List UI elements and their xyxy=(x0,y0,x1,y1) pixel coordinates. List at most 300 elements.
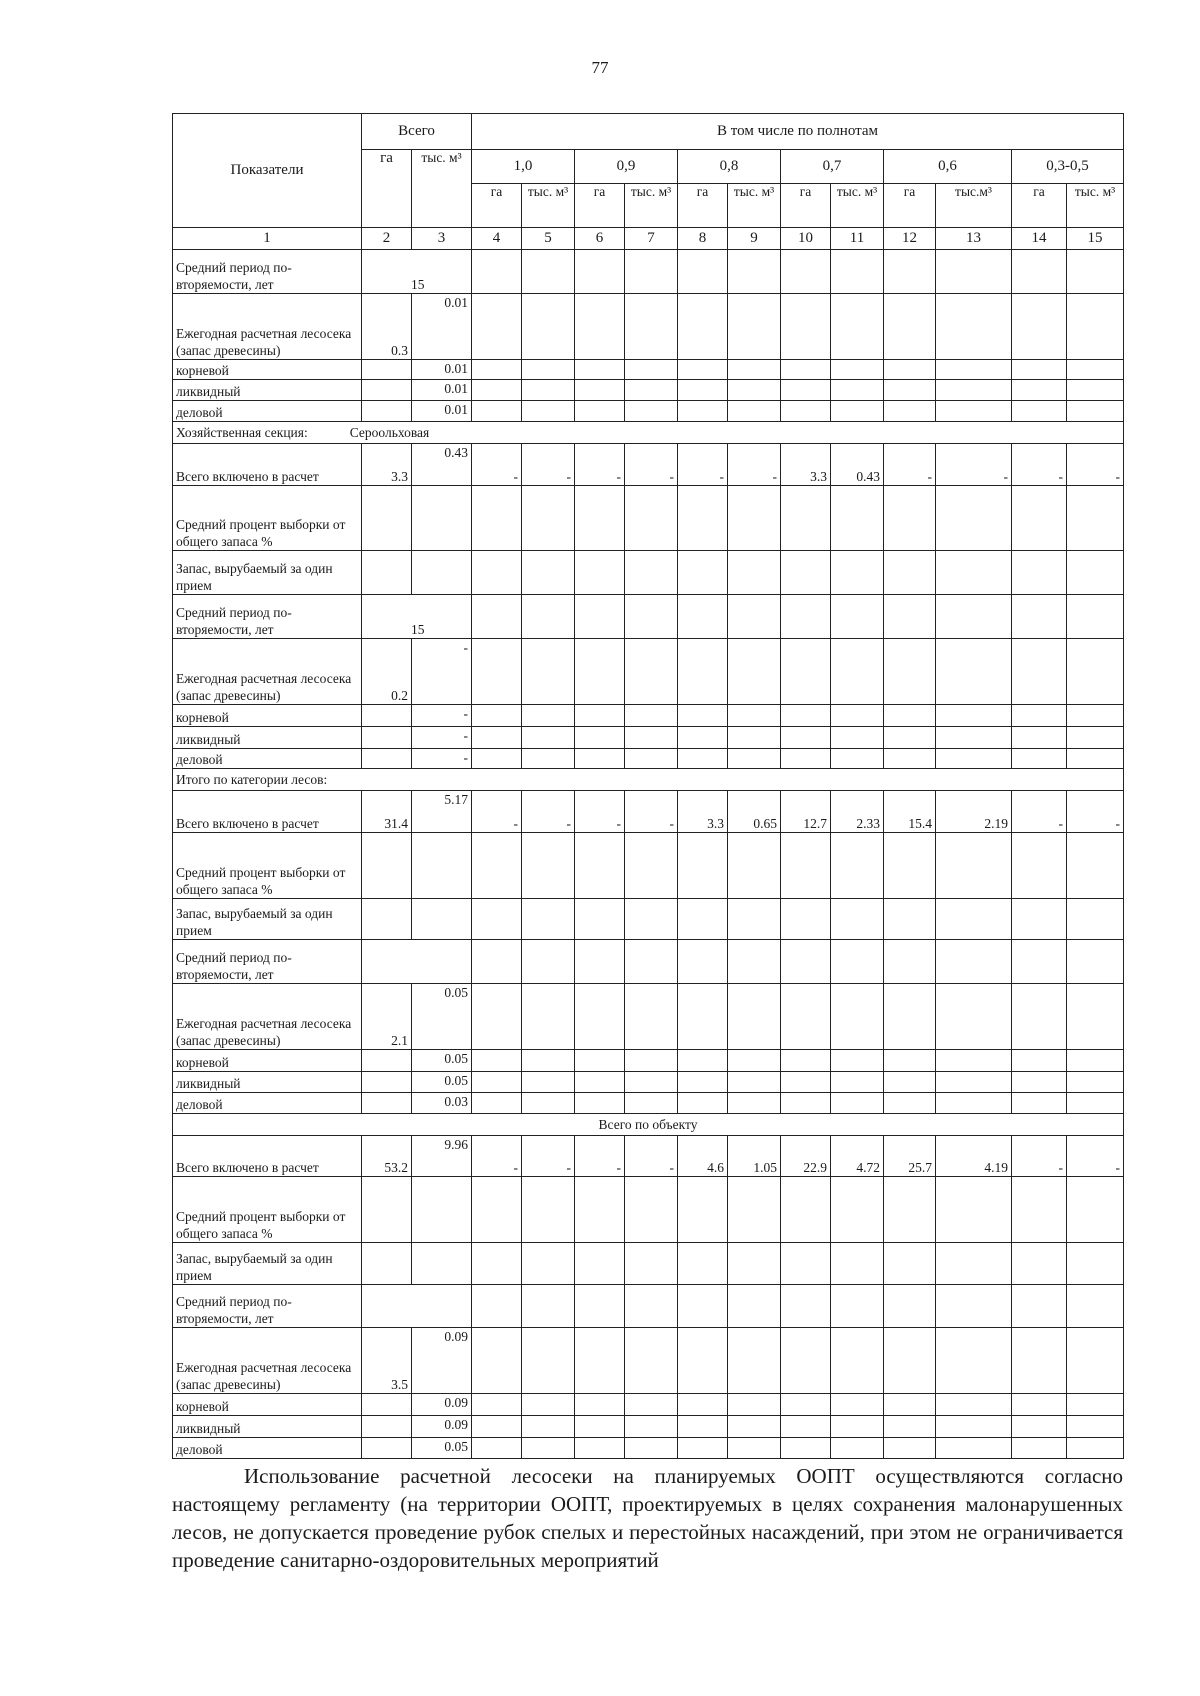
total-ha: 0.3 xyxy=(362,293,412,359)
column-number: 11 xyxy=(831,228,884,250)
empty-cell xyxy=(1012,639,1067,705)
column-number: 7 xyxy=(625,228,678,250)
table-row xyxy=(173,940,1124,984)
empty-cell xyxy=(575,1050,625,1072)
total-ha xyxy=(362,551,412,595)
empty-cell xyxy=(728,1071,781,1092)
empty-cell xyxy=(884,595,936,639)
empty-cell xyxy=(936,401,1012,422)
empty-cell xyxy=(831,1177,884,1243)
empty-cell xyxy=(522,1394,575,1416)
header-density-1: 1,0 xyxy=(472,150,575,184)
total-volume: 0.09 xyxy=(412,1394,472,1416)
empty-cell xyxy=(678,704,728,726)
table-row xyxy=(173,639,1124,705)
empty-cell xyxy=(575,639,625,705)
empty-cell xyxy=(575,551,625,595)
empty-cell xyxy=(575,1328,625,1394)
table-row xyxy=(173,443,1124,485)
row-label: Ежегодная расчетная лесосека (запас древесины) xyxy=(173,293,362,359)
empty-cell xyxy=(522,359,575,380)
header-ha: га xyxy=(575,184,625,228)
density-value: - xyxy=(575,791,625,833)
empty-cell xyxy=(472,485,522,551)
empty-cell xyxy=(522,380,575,401)
empty-cell xyxy=(884,1177,936,1243)
empty-cell xyxy=(1012,704,1067,726)
density-value: - xyxy=(472,791,522,833)
period-value xyxy=(365,967,411,982)
column-number: 3 xyxy=(412,228,472,250)
empty-cell xyxy=(1012,401,1067,422)
empty-cell xyxy=(781,1438,831,1459)
table-row xyxy=(173,380,1124,401)
empty-cell xyxy=(1067,1092,1124,1113)
empty-cell xyxy=(522,250,575,294)
total-volume: 5.17 xyxy=(412,791,472,833)
total-ha xyxy=(362,704,412,726)
empty-cell xyxy=(781,898,831,940)
empty-cell xyxy=(472,639,522,705)
empty-cell xyxy=(728,359,781,380)
empty-cell xyxy=(936,1394,1012,1416)
empty-cell xyxy=(781,1092,831,1113)
header-volume: тыс. м³ xyxy=(728,184,781,228)
empty-cell xyxy=(936,1071,1012,1092)
empty-cell xyxy=(1012,833,1067,899)
empty-cell xyxy=(1067,1050,1124,1072)
empty-cell xyxy=(678,1071,728,1092)
density-value: - xyxy=(678,443,728,485)
row-label: Ежегодная расчетная лесосека (запас древесины) xyxy=(173,984,362,1050)
empty-cell xyxy=(728,250,781,294)
total-volume xyxy=(412,1177,472,1243)
total-ha xyxy=(362,380,412,401)
total-volume: 0.01 xyxy=(412,401,472,422)
empty-cell xyxy=(625,1242,678,1284)
row-label: ликвидный xyxy=(173,1416,362,1438)
empty-cell xyxy=(678,595,728,639)
table-row xyxy=(173,984,1124,1050)
empty-cell xyxy=(884,1050,936,1072)
empty-cell xyxy=(1012,293,1067,359)
body-paragraph: Использование расчетной лесосеки на планируемых ООПТ осуществляются согласно настоящему регламенту (на территории ООПТ, проектируемых в целях сохранения малонарушенных лесов, не допускается проведение рубок спелых и перестойных насаждений, при этом не ограничивается проведение санитарно-оздоровительных мероприятий xyxy=(172,1464,1123,1572)
column-number: 1 xyxy=(173,228,362,250)
table-row xyxy=(173,293,1124,359)
column-number: 6 xyxy=(575,228,625,250)
empty-cell xyxy=(575,1394,625,1416)
row-label: корневой xyxy=(173,704,362,726)
section-row xyxy=(173,422,1124,444)
empty-cell xyxy=(625,984,678,1050)
empty-cell xyxy=(1012,1394,1067,1416)
empty-cell xyxy=(472,1177,522,1243)
empty-cell xyxy=(625,898,678,940)
empty-cell xyxy=(884,639,936,705)
empty-cell xyxy=(522,1438,575,1459)
empty-cell xyxy=(625,1328,678,1394)
section-label: Хозяйственная секция: xyxy=(176,425,308,440)
total-volume xyxy=(412,898,472,940)
column-number: 10 xyxy=(781,228,831,250)
empty-cell xyxy=(728,704,781,726)
total-volume: 0.01 xyxy=(412,293,472,359)
table-row xyxy=(173,833,1124,899)
empty-cell xyxy=(1067,833,1124,899)
empty-cell xyxy=(831,1416,884,1438)
empty-cell xyxy=(472,1438,522,1459)
total-volume: 0.05 xyxy=(412,984,472,1050)
empty-cell xyxy=(1067,984,1124,1050)
empty-cell xyxy=(1067,1438,1124,1459)
empty-cell xyxy=(936,1050,1012,1072)
total-volume: - xyxy=(412,726,472,748)
empty-cell xyxy=(728,1177,781,1243)
empty-cell xyxy=(575,940,625,984)
total-ha: 3.3 xyxy=(362,443,412,485)
row-label: ликвидный xyxy=(173,380,362,401)
empty-cell xyxy=(678,1242,728,1284)
empty-cell xyxy=(884,1394,936,1416)
table-row xyxy=(173,1328,1124,1394)
total-ha xyxy=(362,1394,412,1416)
empty-cell xyxy=(1012,1242,1067,1284)
empty-cell xyxy=(884,380,936,401)
header-volume: тыс. м³ xyxy=(625,184,678,228)
empty-cell xyxy=(625,940,678,984)
empty-cell xyxy=(831,380,884,401)
empty-cell xyxy=(522,1071,575,1092)
table-row xyxy=(173,704,1124,726)
empty-cell xyxy=(522,984,575,1050)
empty-cell xyxy=(522,1092,575,1113)
empty-cell xyxy=(884,1071,936,1092)
empty-cell xyxy=(936,1438,1012,1459)
total-ha xyxy=(362,1438,412,1459)
density-value: - xyxy=(625,443,678,485)
empty-cell xyxy=(884,1092,936,1113)
empty-cell xyxy=(678,898,728,940)
density-value: - xyxy=(728,443,781,485)
empty-cell xyxy=(522,898,575,940)
empty-cell xyxy=(884,704,936,726)
density-value: - xyxy=(1067,443,1124,485)
empty-cell xyxy=(1012,359,1067,380)
empty-cell xyxy=(831,1092,884,1113)
total-volume: - xyxy=(412,704,472,726)
empty-cell xyxy=(1012,250,1067,294)
table-row xyxy=(173,748,1124,769)
header-volume: тыс. м³ xyxy=(1067,184,1124,228)
density-value: 2.33 xyxy=(831,791,884,833)
header-by-density: В том числе по полнотам xyxy=(472,114,1124,150)
empty-cell xyxy=(936,250,1012,294)
empty-cell xyxy=(884,898,936,940)
empty-cell xyxy=(728,898,781,940)
density-value: - xyxy=(575,1135,625,1177)
row-label: деловой xyxy=(173,748,362,769)
empty-cell xyxy=(936,485,1012,551)
empty-cell xyxy=(472,1050,522,1072)
total-volume xyxy=(412,485,472,551)
empty-cell xyxy=(831,551,884,595)
empty-cell xyxy=(831,401,884,422)
empty-cell xyxy=(728,595,781,639)
empty-cell xyxy=(884,748,936,769)
empty-cell xyxy=(1067,1328,1124,1394)
empty-cell xyxy=(831,748,884,769)
header-total-ha: га xyxy=(362,150,412,228)
empty-cell xyxy=(678,940,728,984)
total-ha xyxy=(362,1092,412,1113)
total-volume: 0.05 xyxy=(412,1071,472,1092)
empty-cell xyxy=(831,293,884,359)
total-volume: 0.01 xyxy=(412,380,472,401)
density-value: - xyxy=(625,791,678,833)
empty-cell xyxy=(678,639,728,705)
header-ha: га xyxy=(678,184,728,228)
empty-cell xyxy=(625,485,678,551)
empty-cell xyxy=(522,401,575,422)
density-value: 2.19 xyxy=(936,791,1012,833)
table-row xyxy=(173,1092,1124,1113)
empty-cell xyxy=(884,551,936,595)
total-ha xyxy=(362,748,412,769)
empty-cell xyxy=(884,485,936,551)
empty-cell xyxy=(575,1071,625,1092)
empty-cell xyxy=(831,833,884,899)
total-ha: 31.4 xyxy=(362,791,412,833)
empty-cell xyxy=(831,726,884,748)
empty-cell xyxy=(1067,940,1124,984)
empty-cell xyxy=(625,1177,678,1243)
empty-cell xyxy=(831,1438,884,1459)
empty-cell xyxy=(522,1416,575,1438)
row-label: корневой xyxy=(173,1050,362,1072)
density-value: - xyxy=(472,443,522,485)
empty-cell xyxy=(936,898,1012,940)
empty-cell xyxy=(678,833,728,899)
empty-cell xyxy=(728,639,781,705)
table-row xyxy=(173,359,1124,380)
empty-cell xyxy=(831,595,884,639)
row-label: ликвидный xyxy=(173,1071,362,1092)
empty-cell xyxy=(625,380,678,401)
empty-cell xyxy=(625,1416,678,1438)
empty-cell xyxy=(831,359,884,380)
empty-cell xyxy=(678,984,728,1050)
empty-cell xyxy=(625,1394,678,1416)
empty-cell xyxy=(831,639,884,705)
empty-cell xyxy=(781,1071,831,1092)
empty-cell xyxy=(831,1284,884,1328)
empty-cell xyxy=(522,1177,575,1243)
header-volume: тыс. м³ xyxy=(831,184,884,228)
total-volume: 9.96 xyxy=(412,1135,472,1177)
empty-cell xyxy=(625,359,678,380)
empty-cell xyxy=(625,1071,678,1092)
row-label: Средний процент выборки от общего запаса % xyxy=(173,1177,362,1243)
empty-cell xyxy=(522,639,575,705)
forest-harvest-table xyxy=(172,113,1124,1459)
total-volume: 0.01 xyxy=(412,359,472,380)
empty-cell xyxy=(1012,1416,1067,1438)
empty-cell xyxy=(1012,726,1067,748)
empty-cell xyxy=(575,485,625,551)
density-value: - xyxy=(625,1135,678,1177)
table-row xyxy=(173,1113,1124,1135)
empty-cell xyxy=(884,1416,936,1438)
table-row xyxy=(173,898,1124,940)
empty-cell xyxy=(625,551,678,595)
empty-cell xyxy=(472,726,522,748)
density-value: - xyxy=(522,443,575,485)
page-number: 77 xyxy=(591,58,609,77)
empty-cell xyxy=(936,380,1012,401)
total-ha: 53.2 xyxy=(362,1135,412,1177)
density-value: - xyxy=(1012,443,1067,485)
empty-cell xyxy=(728,1284,781,1328)
empty-cell xyxy=(625,293,678,359)
density-value: 4.19 xyxy=(936,1135,1012,1177)
row-label: Средний период по-вторяемости, лет xyxy=(173,940,362,984)
empty-cell xyxy=(678,1416,728,1438)
empty-cell xyxy=(781,639,831,705)
total-volume: 0.43 xyxy=(412,443,472,485)
density-value: 3.3 xyxy=(678,791,728,833)
empty-cell xyxy=(472,984,522,1050)
empty-cell xyxy=(1067,1416,1124,1438)
empty-cell xyxy=(1012,1092,1067,1113)
empty-cell xyxy=(1012,1438,1067,1459)
table-row xyxy=(173,1416,1124,1438)
total-ha xyxy=(362,1416,412,1438)
empty-cell xyxy=(1012,1071,1067,1092)
header-density-3: 0,8 xyxy=(678,150,781,184)
empty-cell xyxy=(884,250,936,294)
empty-cell xyxy=(575,898,625,940)
row-label: деловой xyxy=(173,1438,362,1459)
empty-cell xyxy=(678,401,728,422)
empty-cell xyxy=(936,551,1012,595)
empty-cell xyxy=(472,748,522,769)
empty-cell xyxy=(522,293,575,359)
density-value: - xyxy=(884,443,936,485)
empty-cell xyxy=(472,940,522,984)
empty-cell xyxy=(472,1394,522,1416)
column-number: 14 xyxy=(1012,228,1067,250)
empty-cell xyxy=(936,984,1012,1050)
empty-cell xyxy=(1067,704,1124,726)
density-value: 4.72 xyxy=(831,1135,884,1177)
empty-cell xyxy=(625,748,678,769)
empty-cell xyxy=(522,748,575,769)
empty-cell xyxy=(884,984,936,1050)
empty-cell xyxy=(625,1284,678,1328)
empty-cell xyxy=(1012,551,1067,595)
empty-cell xyxy=(781,293,831,359)
empty-cell xyxy=(1012,1284,1067,1328)
empty-cell xyxy=(781,551,831,595)
empty-cell xyxy=(1012,748,1067,769)
empty-cell xyxy=(522,833,575,899)
total-ha: 3.5 xyxy=(362,1328,412,1394)
empty-cell xyxy=(831,704,884,726)
empty-cell xyxy=(936,704,1012,726)
empty-cell xyxy=(678,485,728,551)
empty-cell xyxy=(884,833,936,899)
row-label: корневой xyxy=(173,359,362,380)
row-label: Всего включено в расчет xyxy=(173,791,362,833)
total-volume: 0.03 xyxy=(412,1092,472,1113)
empty-cell xyxy=(781,250,831,294)
empty-cell xyxy=(831,1394,884,1416)
empty-cell xyxy=(472,595,522,639)
table-row xyxy=(173,1284,1124,1328)
empty-cell xyxy=(472,1416,522,1438)
density-value: 25.7 xyxy=(884,1135,936,1177)
total-ha xyxy=(362,485,412,551)
empty-cell xyxy=(678,1177,728,1243)
header-total: Всего xyxy=(362,114,472,150)
empty-cell xyxy=(884,293,936,359)
header-volume: тыс. м³ xyxy=(522,184,575,228)
empty-cell xyxy=(781,401,831,422)
table-row xyxy=(173,791,1124,833)
header-ha: га xyxy=(781,184,831,228)
empty-cell xyxy=(472,359,522,380)
empty-cell xyxy=(522,1242,575,1284)
empty-cell xyxy=(936,726,1012,748)
empty-cell xyxy=(884,1242,936,1284)
total-ha xyxy=(362,1242,412,1284)
table-row xyxy=(173,551,1124,595)
total-ha: 0.2 xyxy=(362,639,412,705)
empty-cell xyxy=(728,380,781,401)
empty-cell xyxy=(884,401,936,422)
empty-cell xyxy=(781,833,831,899)
empty-cell xyxy=(884,1284,936,1328)
empty-cell xyxy=(625,1050,678,1072)
row-label: Всего включено в расчет xyxy=(173,1135,362,1177)
empty-cell xyxy=(522,1328,575,1394)
table-row xyxy=(173,1135,1124,1177)
total-ha: 2.1 xyxy=(362,984,412,1050)
empty-cell xyxy=(728,293,781,359)
empty-cell xyxy=(575,704,625,726)
empty-cell xyxy=(1067,1242,1124,1284)
table-row xyxy=(173,1177,1124,1243)
empty-cell xyxy=(936,833,1012,899)
empty-cell xyxy=(1012,380,1067,401)
row-label: корневой xyxy=(173,1394,362,1416)
empty-cell xyxy=(936,639,1012,705)
total-ha xyxy=(362,401,412,422)
empty-cell xyxy=(831,1328,884,1394)
density-value: - xyxy=(1012,791,1067,833)
empty-cell xyxy=(575,1284,625,1328)
row-label: Средний процент выборки от общего запаса % xyxy=(173,485,362,551)
empty-cell xyxy=(781,1416,831,1438)
empty-cell xyxy=(522,940,575,984)
row-label: Ежегодная расчетная лесосека (запас древесины) xyxy=(173,639,362,705)
empty-cell xyxy=(575,833,625,899)
table-row xyxy=(173,422,1124,444)
table-row xyxy=(173,1242,1124,1284)
empty-cell xyxy=(728,984,781,1050)
empty-cell xyxy=(522,595,575,639)
empty-cell xyxy=(625,401,678,422)
